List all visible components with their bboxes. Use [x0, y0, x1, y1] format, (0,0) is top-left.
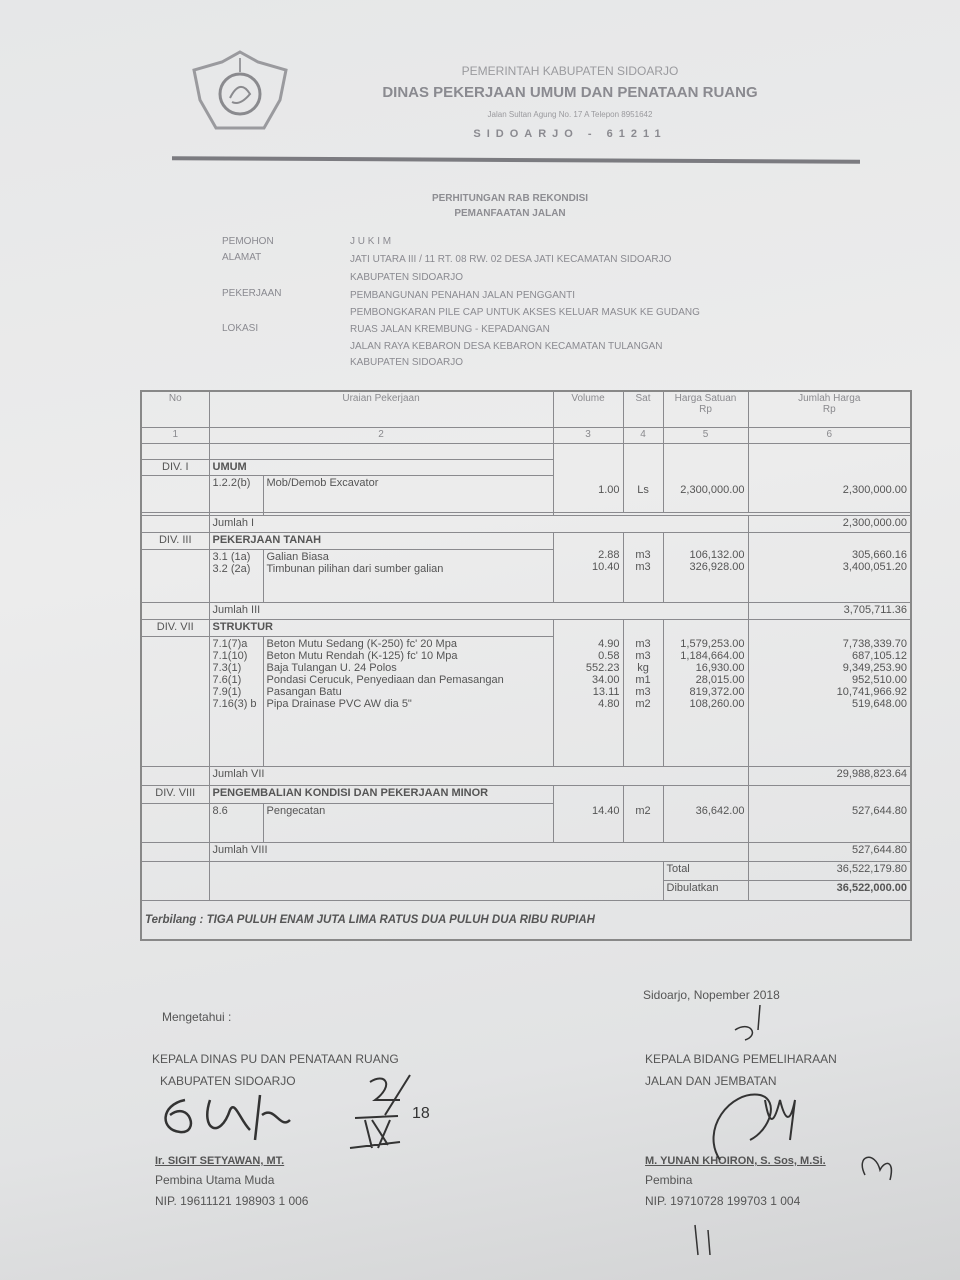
right-signature [640, 1000, 900, 1260]
subtotal-row [141, 602, 911, 619]
item-total: 687,105.12 [851, 649, 908, 662]
item-total: 519,648.00 [851, 697, 908, 710]
item-code: 7.16(3) b [212, 697, 257, 710]
subtotal-label: Jumlah VII [209, 766, 748, 785]
subtotal-value: 527,644.80 [748, 842, 911, 861]
left-signer-nip: NIP. 19611121 198903 1 006 [155, 1194, 309, 1208]
letterhead-agency: DINAS PEKERJAAN UMUM DAN PENATAAN RUANG [382, 84, 758, 101]
item-price: 28,015.00 [695, 673, 745, 686]
item-total: 9,349,253.90 [842, 661, 908, 674]
item-desc: Pipa Drainase PVC AW dia 5" [266, 697, 412, 710]
total-label: Total [663, 861, 748, 880]
info-value: JATI UTARA III / 11 RT. 08 RW. 02 DESA JATI KECAMATAN SIDOARJO [350, 254, 672, 265]
division-row [141, 619, 911, 636]
item-code: 7.1(10) [212, 649, 248, 662]
right-signer-title: KEPALA BIDANG PEMELIHARAAN [645, 1052, 837, 1066]
header-jumlah-unit: Rp [822, 404, 836, 415]
left-signature [150, 1060, 470, 1170]
total-row [141, 861, 911, 880]
item-code: 3.1 (1a) [212, 550, 251, 563]
info-value: PEMBANGUNAN PENAHAN JALAN PENGGANTI [350, 290, 576, 301]
item-code-cell [209, 549, 263, 602]
left-signer-name: Ir. SIGIT SETYAWAN, MT. [155, 1155, 285, 1167]
item-desc: Galian Biasa [266, 550, 329, 563]
volume-cell [553, 785, 623, 842]
item-volume: 14.40 [591, 804, 620, 817]
item-unit: m3 [635, 548, 651, 561]
division-name: UMUM [209, 459, 553, 475]
total-cell [748, 785, 911, 842]
unit-cell [623, 619, 663, 766]
division-name: PEKERJAAN TANAH [209, 532, 553, 549]
price-cell [663, 619, 748, 766]
item-total: 2,300,000.00 [842, 483, 908, 496]
regency-seal-logo [188, 48, 293, 136]
unit-cell [623, 785, 663, 842]
item-code: 7.9(1) [212, 685, 242, 698]
item-code: 7.1(7)a [212, 637, 248, 650]
info-label: PEMOHON [222, 236, 274, 247]
item-unit: m3 [635, 560, 651, 573]
col-number: 3 [553, 427, 623, 443]
header-harga [663, 391, 748, 427]
item-desc: Pondasi Cerucuk, Penyediaan dan Pemasangan [266, 673, 504, 686]
item-total: 3,400,051.20 [842, 560, 908, 573]
item-code: 8.6 [209, 803, 263, 842]
info-label: ALAMAT [222, 252, 262, 263]
item-desc: Pengecatan [263, 803, 553, 842]
left-signer-rank: Pembina Utama Muda [155, 1173, 275, 1187]
item-desc: Beton Mutu Sedang (K-250) fc' 20 Mpa [266, 637, 457, 650]
division-name: STRUKTUR [209, 619, 553, 636]
acknowledged-label: Mengetahui : [162, 1010, 232, 1024]
info-value: RUAS JALAN KREMBUNG - KEPADANGAN [350, 324, 550, 335]
subtotal-label: Jumlah III [209, 602, 748, 619]
item-price: 36,642.00 [695, 804, 745, 817]
right-signer-rank: Pembina [645, 1173, 693, 1187]
item-price: 16,930.00 [695, 661, 745, 674]
right-signer-title2: JALAN DAN JEMBATAN [645, 1074, 777, 1088]
item-price: 326,928.00 [689, 560, 745, 573]
letterhead-address: Jalan Sultan Agung No. 17 A Telepon 8951642 [487, 110, 653, 119]
header-uraian: Uraian Pekerjaan [209, 391, 553, 427]
item-price: 1,184,664.00 [680, 649, 745, 662]
letterhead-divider [172, 156, 860, 164]
division-row [141, 532, 911, 549]
item-desc-cell [263, 549, 553, 602]
column-number-row [141, 427, 911, 443]
col-number: 4 [623, 427, 663, 443]
division-number: DIV. VII [141, 619, 209, 636]
item-volume: 10.40 [591, 560, 620, 573]
col-number: 6 [748, 427, 911, 443]
item-desc: Timbunan pilihan dari sumber galian [266, 562, 444, 575]
item-desc: Pasangan Batu [266, 685, 342, 698]
item-total: 952,510.00 [851, 673, 908, 686]
division-name: PENGEMBALIAN KONDISI DAN PEKERJAAN MINOR [209, 785, 553, 803]
rounded-label: Dibulatkan [663, 880, 748, 900]
info-value: J U K I M [350, 236, 392, 247]
item-desc-cell [263, 636, 553, 766]
item-price: 108,260.00 [689, 697, 745, 710]
item-unit: m2 [635, 697, 651, 710]
volume-cell [553, 532, 623, 602]
right-signer-nip: NIP. 19710728 199703 1 004 [645, 1194, 801, 1208]
terbilang-label: Terbilang : [145, 913, 204, 926]
subtotal-label: Jumlah I [209, 515, 748, 532]
info-value: KABUPATEN SIDOARJO [350, 357, 463, 368]
info-value: JALAN RAYA KEBARON DESA KEBARON KECAMATAN TULANGAN [350, 341, 663, 352]
col-number: 2 [209, 427, 553, 443]
item-volume: 1.00 [598, 483, 620, 496]
item-price: 106,132.00 [689, 548, 745, 561]
item-unit: m3 [635, 637, 651, 650]
item-unit: m3 [635, 649, 651, 662]
info-value: KABUPATEN SIDOARJO [350, 272, 463, 283]
item-code-cell [209, 636, 263, 766]
document-title: PERHITUNGAN RAB REKONDISI [431, 193, 589, 204]
subtotal-row [141, 766, 911, 785]
item-volume: 552.23 [585, 661, 620, 674]
division-number: DIV. III [141, 532, 209, 549]
item-volume: 34.00 [591, 673, 620, 686]
col-number: 5 [663, 427, 748, 443]
item-volume: 4.80 [598, 697, 620, 710]
total-cell [748, 619, 911, 766]
info-value: PEMBONGKARAN PILE CAP UNTUK AKSES KELUAR MASUK KE GUDANG [350, 307, 700, 318]
col-number: 1 [141, 427, 209, 443]
division-number: DIV. VIII [141, 785, 209, 803]
item-unit: m3 [635, 685, 651, 698]
header-no: No [141, 391, 209, 427]
subtotal-row [141, 515, 911, 532]
header-harga-label: Harga Satuan [674, 393, 737, 404]
subtotal-value: 3,705,711.36 [748, 602, 911, 619]
document-subtitle: PEMANFAATAN JALAN [454, 208, 566, 219]
item-price: 2,300,000.00 [680, 483, 745, 496]
header-jumlah [748, 391, 911, 427]
terbilang-row [141, 900, 911, 940]
subtotal-value: 2,300,000.00 [748, 515, 911, 532]
item-desc: Baja Tulangan U. 24 Polos [266, 661, 397, 674]
item-desc: Beton Mutu Rendah (K-125) fc' 10 Mpa [266, 649, 458, 662]
header-sat: Sat [623, 391, 663, 427]
item-code: 7.3(1) [212, 661, 242, 674]
unit-cell [623, 532, 663, 602]
handwritten-date-suffix: 18 [412, 1105, 430, 1122]
item-total: 10,741,966.92 [836, 685, 908, 698]
table-header-row [141, 391, 911, 427]
header-jumlah-label: Jumlah Harga [798, 393, 861, 404]
rab-table [140, 390, 912, 941]
item-desc: Mob/Demob Excavator [263, 475, 553, 512]
item-unit: m2 [635, 804, 651, 817]
terbilang-text: TIGA PULUH ENAM JUTA LIMA RATUS DUA PULUH DUA RIBU RUPIAH [206, 913, 595, 926]
item-unit: Ls [637, 483, 649, 496]
price-cell [663, 785, 748, 842]
price-cell [663, 532, 748, 602]
item-code: 1.2.2(b) [209, 475, 263, 512]
item-code: 3.2 (2a) [212, 562, 251, 575]
header-volume: Volume [553, 391, 623, 427]
item-unit: m1 [635, 673, 651, 686]
header-harga-unit: Rp [699, 404, 712, 415]
item-price: 819,372.00 [689, 685, 745, 698]
letterhead-government: PEMERINTAH KABUPATEN SIDOARJO [461, 64, 679, 78]
item-volume: 0.58 [598, 649, 620, 662]
item-volume: 13.11 [592, 685, 620, 698]
subtotal-label: Jumlah VIII [209, 842, 748, 861]
item-unit: kg [637, 661, 649, 674]
left-signer-title2: KABUPATEN SIDOARJO [160, 1074, 296, 1088]
subtotal-row [141, 842, 911, 861]
division-number: DIV. I [141, 459, 209, 475]
total-cell [748, 532, 911, 602]
item-volume: 4.90 [598, 637, 620, 650]
left-signer-title: KEPALA DINAS PU DAN PENATAAN RUANG [152, 1052, 399, 1066]
info-label: LOKASI [222, 323, 259, 334]
total-value: 36,522,179.80 [748, 861, 911, 880]
item-total: 527,644.80 [851, 804, 908, 817]
subtotal-value: 29,988,823.64 [748, 766, 911, 785]
info-label: PEKERJAAN [222, 288, 282, 299]
letterhead-city: SIDOARJO - 61211 [473, 128, 667, 140]
item-price: 1,579,253.00 [680, 637, 745, 650]
item-total: 7,738,339.70 [842, 637, 908, 650]
division-row [141, 785, 911, 803]
rounded-value: 36,522,000.00 [748, 880, 911, 900]
right-signer-name: M. YUNAN KHOIRON, S. Sos, M.Si. [645, 1155, 826, 1167]
volume-cell [553, 619, 623, 766]
item-volume: 2.88 [598, 548, 620, 561]
item-total: 305,660.16 [851, 548, 908, 561]
place-date: Sidoarjo, Nopember 2018 [643, 988, 780, 1002]
item-code: 7.6(1) [212, 673, 242, 686]
